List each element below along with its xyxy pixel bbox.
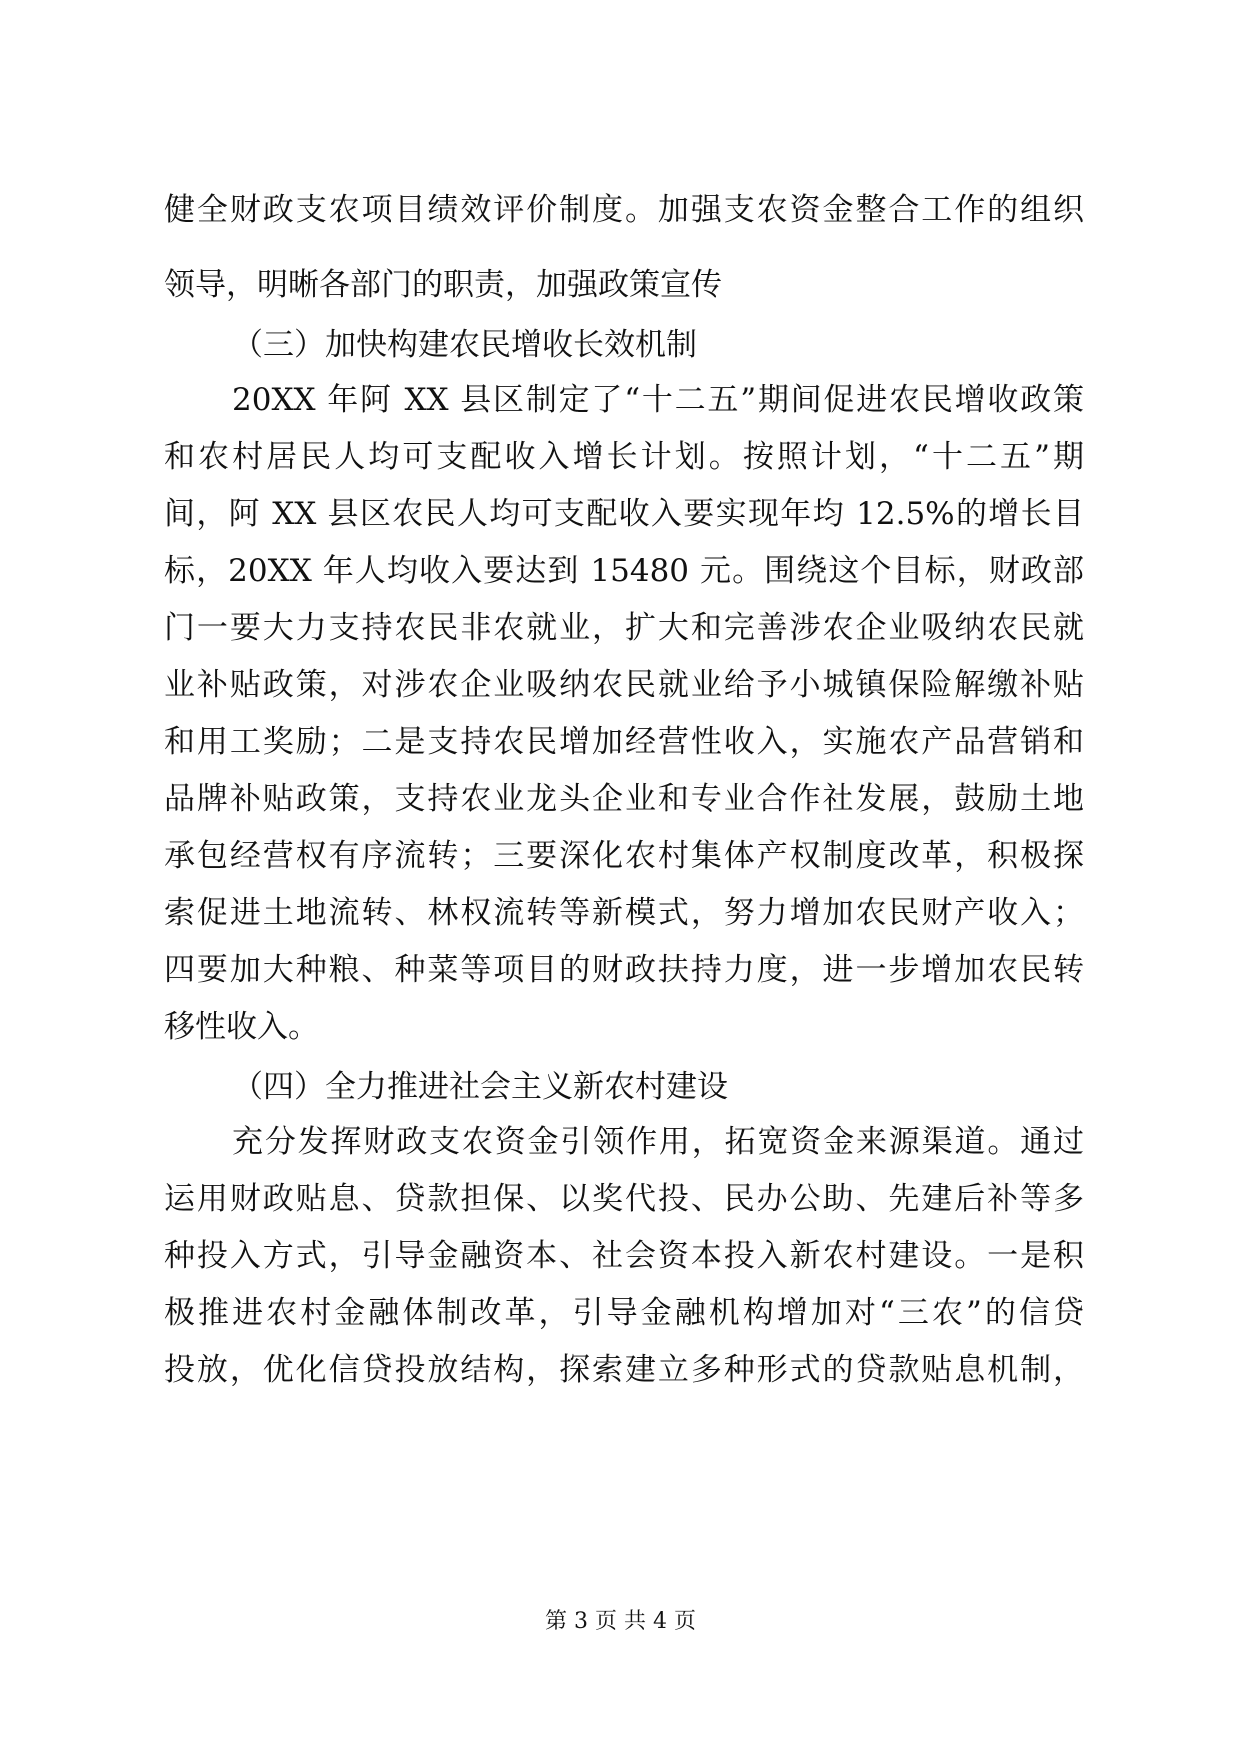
paragraph-line: 20XX 年阿 XX 县区制定了“十二五”期间促进农民增收政策 [232, 382, 1084, 418]
paragraph-line: 和农村居民人均可支配收入增长计划。按照计划，“十二五”期 [164, 439, 1084, 475]
paragraph-line: 标，20XX 年人均收入要达到 15480 元。围绕这个目标，财政部 [164, 553, 1084, 589]
paragraph-line: 门一要大力支持农民非农就业，扩大和完善涉农企业吸纳农民就 [164, 610, 1084, 646]
paragraph-line: 健全财政支农项目绩效评价制度。加强支农资金整合工作的组织 [164, 192, 1084, 228]
paragraph-line: 投放，优化信贷投放结构，探索建立多种形式的贷款贴息机制， [164, 1352, 1084, 1388]
paragraph-line: 极推进农村金融体制改革，引导金融机构增加对“三农”的信贷 [164, 1295, 1084, 1331]
paragraph-line: 间，阿 XX 县区农民人均可支配收入要实现年均 12.5%的增长目 [164, 496, 1084, 532]
paragraph-line: 和用工奖励；二是支持农民增加经营性收入，实施农产品营销和 [164, 724, 1084, 760]
section-heading: （三）加快构建农民增收长效机制 [232, 327, 697, 363]
paragraph-line: 运用财政贴息、贷款担保、以奖代投、民办公助、先建后补等多 [164, 1181, 1084, 1217]
paragraph-line: 索促进土地流转、林权流转等新模式，努力增加农民财产收入； [164, 895, 1084, 931]
paragraph-line: 业补贴政策，对涉农企业吸纳农民就业给予小城镇保险解缴补贴 [164, 667, 1084, 703]
paragraph-line: 四要加大种粮、种菜等项目的财政扶持力度，进一步增加农民转 [164, 952, 1084, 988]
paragraph-line: 领导，明晰各部门的职责，加强政策宣传 [164, 267, 722, 303]
paragraph-line: 移性收入。 [164, 1009, 319, 1045]
paragraph-line: 品牌补贴政策，支持农业龙头企业和专业合作社发展，鼓励土地 [164, 781, 1084, 817]
paragraph-line: 承包经营权有序流转；三要深化农村集体产权制度改革，积极探 [164, 838, 1084, 874]
paragraph-line: 种投入方式，引导金融资本、社会资本投入新农村建设。一是积 [164, 1238, 1084, 1274]
paragraph-line: 充分发挥财政支农资金引领作用，拓宽资金来源渠道。通过 [232, 1124, 1084, 1160]
page-number-footer: 第 3 页 共 4 页 [545, 1609, 696, 1634]
section-heading: （四）全力推进社会主义新农村建设 [232, 1069, 728, 1105]
